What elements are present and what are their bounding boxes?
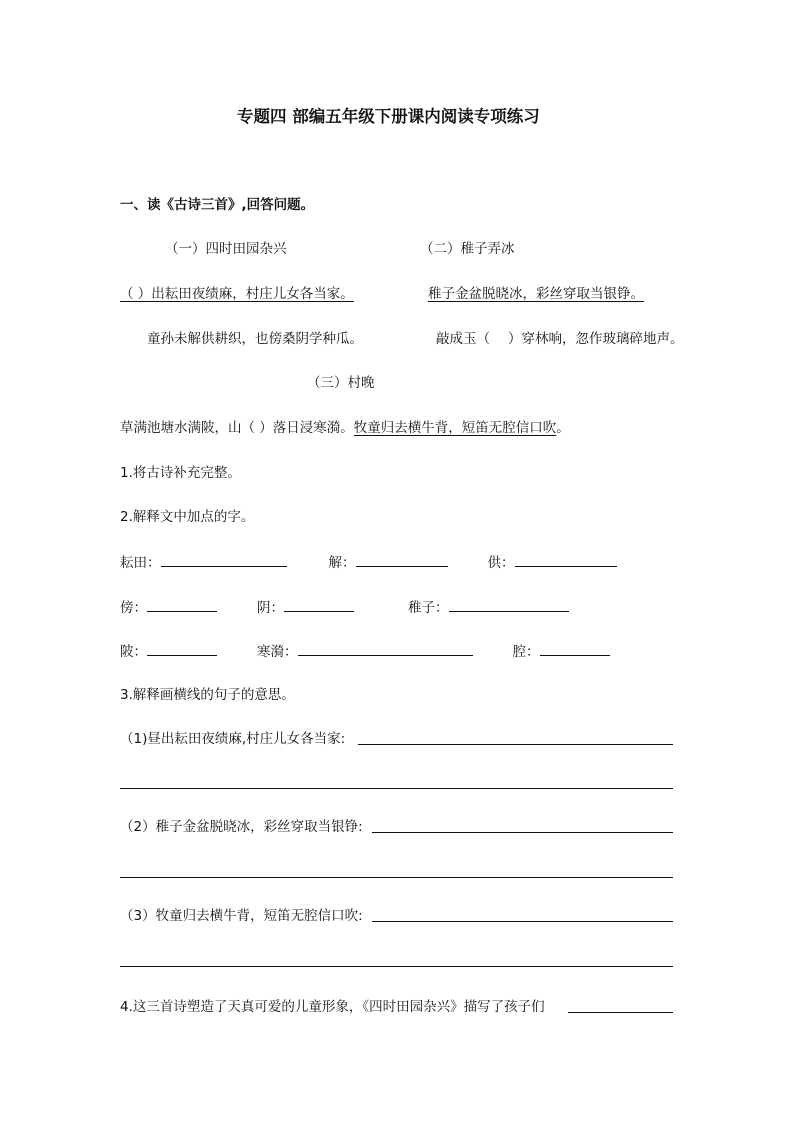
poem3-line-end: 。 (556, 420, 570, 436)
question-1: 1.将古诗补充完整。 (120, 465, 241, 481)
poem1-line2: 童孙未解供耕织，也傍桑阴学种瓜。 (147, 331, 363, 347)
poem1-title: （一）四时田园杂兴 (165, 241, 287, 257)
label-yuntian: 耘田： (120, 555, 161, 571)
label-qiang: 腔： (512, 644, 540, 660)
section-heading: 一、读《古诗三首》,回答问题。 (120, 197, 315, 213)
page-title: 专题四 部编五年级下册课内阅读专项练习 (237, 107, 540, 126)
label-hanyi: 寒漪： (257, 644, 298, 660)
label-zhizi: 稚子： (408, 600, 449, 616)
q3-item3-answer-line[interactable] (372, 921, 673, 922)
poem2-line2-pre: 敲成玉（ (436, 331, 490, 347)
poem2-line2 (436, 330, 684, 348)
question-3: 3.解释画横线的句子的意思。 (120, 687, 295, 703)
poem1-line1: （ ）出耘田夜绩麻，村庄儿女各当家。 (120, 286, 354, 302)
q3-item1: （1)昼出耘田夜绩麻,村庄儿女各当家: (120, 731, 346, 747)
q2-row1 (120, 552, 617, 572)
poem2-line1: 稚子金盆脱晓冰，彩丝穿取当银铮。 (428, 286, 644, 302)
poem3-line (120, 419, 570, 437)
answer-hanyi[interactable] (298, 641, 473, 656)
q2-row2 (120, 597, 569, 617)
q3-item1-answer-line[interactable] (358, 744, 673, 745)
label-yin: 阴： (257, 600, 284, 616)
label-gong: 供： (487, 555, 515, 571)
q3-item2-answer-line[interactable] (372, 832, 673, 833)
answer-yuntian[interactable] (161, 552, 287, 567)
q3-item1-answer-line2[interactable] (120, 788, 673, 789)
poem2-title: （二）稚子弄冰 (420, 241, 515, 257)
q4-answer-line[interactable] (568, 1012, 673, 1013)
poem3-line-b: 牧童归去横牛背，短笛无腔信口吹 (353, 420, 557, 436)
answer-bang[interactable] (147, 597, 217, 612)
label-jie: 解： (328, 555, 356, 571)
question-4: 4.这三首诗塑造了天真可爱的儿童形象，《四时田园杂兴》描写了孩子们 (120, 999, 545, 1015)
answer-qiang[interactable] (540, 641, 610, 656)
label-bang: 傍： (120, 600, 147, 616)
q3-item3-answer-line2[interactable] (120, 966, 673, 967)
q3-item2: （2）稚子金盆脱晓冰，彩丝穿取当银铮: (120, 819, 363, 835)
answer-zhizi[interactable] (449, 597, 569, 612)
q3-item3: （3）牧童归去横牛背，短笛无腔信口吹: (120, 908, 363, 924)
poem3-title: （三）村晚 (307, 375, 375, 391)
answer-bei[interactable] (147, 641, 217, 656)
answer-jie[interactable] (356, 552, 448, 567)
answer-yin[interactable] (284, 597, 354, 612)
q3-item2-answer-line2[interactable] (120, 877, 673, 878)
poem3-line-a: 草满池塘水满陂，山（ ）落日浸寒漪。 (120, 420, 354, 436)
q2-row3 (120, 641, 610, 661)
poem2-line2-post: ）穿林响，忽作玻璃碎地声。 (508, 331, 684, 347)
label-bei: 陂： (120, 644, 147, 660)
answer-gong[interactable] (515, 552, 617, 567)
question-2: 2.解释文中加点的字。 (120, 509, 255, 525)
